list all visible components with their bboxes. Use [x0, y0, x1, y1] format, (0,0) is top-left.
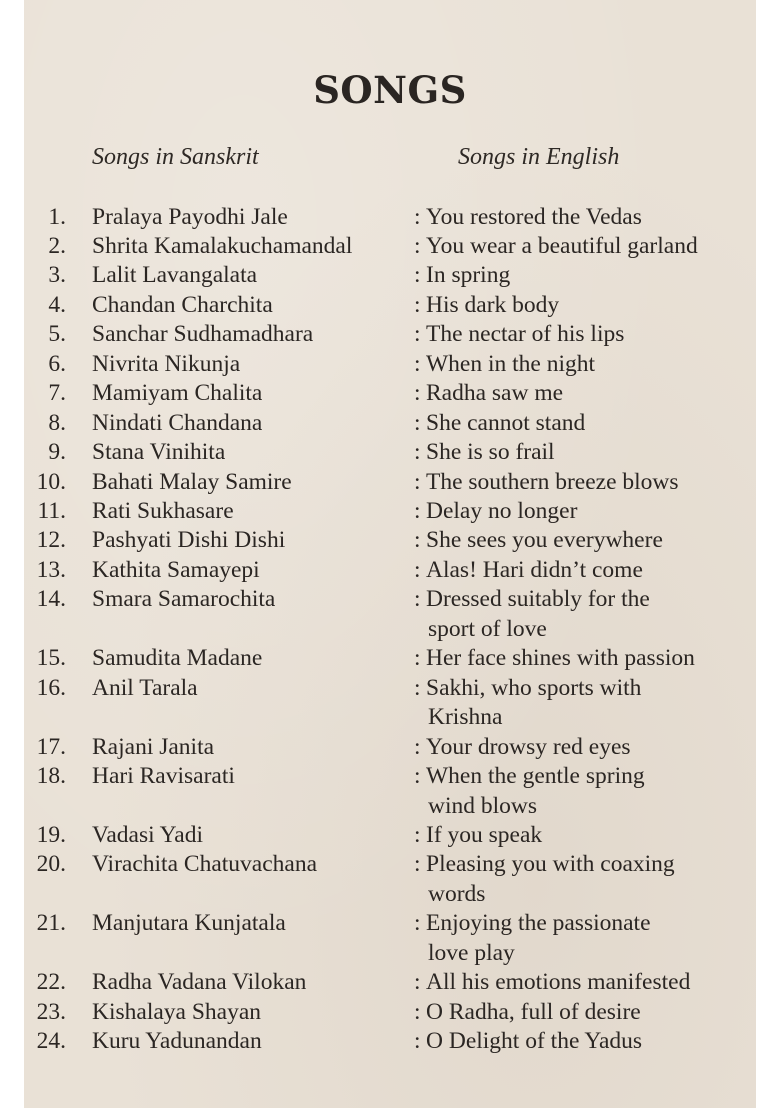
song-row — [24, 497, 756, 526]
song-sanskrit-title: Hari Ravisarati — [92, 763, 235, 790]
separator-colon: : — [414, 851, 421, 878]
song-sanskrit-title: Radha Vadana Vilokan — [92, 969, 307, 996]
separator-colon: : — [414, 439, 421, 466]
english-title-text: She sees you everywhere — [426, 527, 663, 554]
english-title-text: Delay no longer — [426, 498, 578, 524]
english-title-text: The nectar of his lips — [426, 321, 625, 348]
english-column-header: Songs in English — [458, 144, 620, 170]
song-english-title — [414, 320, 624, 349]
song-number: 12. — [36, 527, 66, 554]
song-sanskrit-title: Pashyati Dishi Dishi — [92, 527, 286, 554]
song-english-title — [414, 232, 698, 261]
song-row — [24, 1027, 756, 1056]
separator-colon: : — [414, 291, 421, 318]
separator-colon: : — [414, 674, 421, 701]
song-row — [24, 674, 756, 703]
song-english-title — [414, 585, 650, 614]
song-sanskrit-title: Sanchar Sudhamadhara — [92, 321, 314, 348]
song-number: 19. — [36, 821, 66, 848]
song-english-title — [414, 850, 675, 879]
song-row — [24, 968, 756, 997]
song-sanskrit-title: Bahati Malay Samire — [92, 468, 292, 495]
song-row — [24, 850, 756, 879]
song-number: 16. — [36, 674, 66, 701]
english-title-text: When the gentle spring — [426, 763, 645, 790]
separator-colon: : — [414, 468, 421, 495]
song-sanskrit-title: Mamiyam Chalita — [92, 380, 263, 407]
song-number: 17. — [36, 733, 66, 760]
song-english-title — [414, 350, 595, 379]
separator-colon: : — [414, 763, 421, 790]
english-title-text: Alas! Hari didn’t come — [426, 556, 643, 583]
song-row — [24, 320, 756, 349]
song-english-title — [414, 821, 542, 850]
song-row — [24, 438, 756, 467]
song-row — [24, 585, 756, 614]
song-english-title — [414, 556, 643, 585]
song-sanskrit-title: Chandan Charchita — [92, 291, 273, 318]
song-number: 21. — [36, 910, 66, 937]
song-number: 8. — [48, 409, 66, 436]
song-english-title — [414, 644, 695, 673]
song-row — [24, 762, 756, 791]
song-english-title — [414, 1027, 642, 1056]
english-title-text: In spring — [426, 262, 511, 289]
song-row — [24, 232, 756, 261]
separator-colon: : — [414, 321, 421, 348]
english-title-text: Enjoying the passionate — [426, 910, 651, 937]
song-number: 2. — [48, 232, 66, 259]
english-title-text: Pleasing you with coaxing — [426, 851, 675, 878]
english-title-continuation: Krishna — [428, 704, 503, 731]
song-sanskrit-title: Pralaya Payodhi Jale — [92, 203, 288, 230]
song-row-continuation — [24, 615, 756, 644]
song-number: 5. — [48, 321, 66, 348]
song-number: 1. — [48, 203, 66, 230]
song-row — [24, 526, 756, 555]
song-english-title — [414, 261, 510, 290]
song-number: 20. — [36, 851, 66, 878]
english-title-text: Sakhi, who sports with — [426, 674, 642, 701]
separator-colon: : — [414, 910, 421, 937]
song-row — [24, 821, 756, 850]
song-number: 24. — [36, 1028, 66, 1055]
english-title-text: O Delight of the Yadus — [426, 1028, 643, 1055]
song-row — [24, 998, 756, 1027]
song-english-title — [414, 968, 690, 997]
song-sanskrit-title: Rati Sukhasare — [92, 498, 234, 524]
song-sanskrit-title: Kathita Samayepi — [92, 556, 260, 583]
book-page — [24, 0, 756, 1108]
song-sanskrit-title: Smara Samarochita — [92, 586, 276, 613]
song-english-title — [414, 468, 679, 497]
english-title-text: Dressed suitably for the — [426, 586, 650, 613]
separator-colon: : — [414, 262, 421, 289]
song-number: 18. — [36, 763, 66, 790]
song-sanskrit-title: Nindati Chandana — [92, 409, 263, 436]
song-english-title — [414, 291, 559, 320]
song-number: 14. — [36, 586, 66, 613]
song-row — [24, 350, 756, 379]
song-row — [24, 733, 756, 762]
song-sanskrit-title: Anil Tarala — [92, 674, 198, 701]
english-title-text: The southern breeze blows — [426, 468, 679, 495]
song-english-title — [414, 526, 663, 555]
song-row — [24, 644, 756, 673]
english-title-text: O Radha, full of desire — [426, 998, 641, 1025]
separator-colon: : — [414, 380, 421, 407]
separator-colon: : — [414, 350, 421, 377]
song-row — [24, 261, 756, 290]
song-row — [24, 291, 756, 320]
song-number: 7. — [48, 380, 66, 407]
song-english-title — [414, 674, 641, 703]
song-english-title — [414, 909, 651, 938]
song-sanskrit-title: Manjutara Kunjatala — [92, 910, 286, 937]
english-title-text: Her face shines with passion — [426, 645, 695, 672]
song-number: 9. — [48, 439, 66, 466]
separator-colon: : — [414, 556, 421, 583]
separator-colon: : — [414, 821, 421, 848]
separator-colon: : — [414, 998, 421, 1025]
separator-colon: : — [414, 733, 421, 760]
english-title-text: All his emotions manifested — [426, 969, 691, 996]
song-number: 23. — [36, 998, 66, 1025]
separator-colon: : — [414, 969, 421, 996]
song-english-title — [414, 409, 585, 438]
english-title-continuation: words — [428, 880, 486, 907]
separator-colon: : — [414, 203, 421, 230]
song-number: 3. — [48, 262, 66, 289]
song-row — [24, 556, 756, 585]
separator-colon: : — [414, 586, 421, 613]
separator-colon: : — [414, 1028, 421, 1055]
english-title-text: If you speak — [426, 821, 543, 848]
song-row — [24, 409, 756, 438]
song-english-title — [414, 379, 563, 408]
song-sanskrit-title: Stana Vinihita — [92, 439, 226, 466]
english-title-continuation: love play — [428, 939, 515, 966]
sanskrit-column-header: Songs in Sanskrit — [92, 144, 259, 170]
song-row — [24, 909, 756, 938]
song-number: 22. — [36, 969, 66, 996]
song-number: 11. — [37, 498, 66, 524]
song-english-title — [414, 497, 577, 526]
song-number: 6. — [48, 350, 66, 377]
english-title-text: You restored the Vedas — [426, 203, 642, 230]
english-title-text: Radha saw me — [426, 380, 564, 407]
song-sanskrit-title: Rajani Janita — [92, 733, 215, 760]
song-english-title — [414, 438, 555, 467]
separator-colon: : — [414, 232, 421, 259]
separator-colon: : — [414, 645, 421, 672]
song-number: 13. — [36, 556, 66, 583]
song-number: 4. — [48, 291, 66, 318]
song-row-continuation — [24, 703, 756, 732]
english-title-text: His dark body — [426, 291, 560, 318]
english-title-text: Your drowsy red eyes — [426, 733, 631, 760]
separator-colon: : — [414, 498, 421, 524]
separator-colon: : — [414, 527, 421, 554]
english-title-text: You wear a beautiful garland — [426, 232, 698, 259]
song-sanskrit-title: Samudita Madane — [92, 645, 263, 672]
song-english-title — [414, 203, 642, 232]
english-title-text: She cannot stand — [426, 409, 586, 436]
song-english-title — [414, 762, 645, 791]
song-english-title — [414, 733, 631, 762]
separator-colon: : — [414, 409, 421, 436]
english-title-continuation: sport of love — [428, 615, 547, 642]
english-title-text: She is so frail — [426, 439, 555, 466]
song-sanskrit-title: Kishalaya Shayan — [92, 998, 262, 1025]
song-sanskrit-title: Kuru Yadunandan — [92, 1028, 262, 1055]
english-title-text: When in the night — [426, 350, 596, 377]
song-number: 15. — [36, 645, 66, 672]
song-row-continuation — [24, 792, 756, 821]
page-title: SONGS — [313, 68, 467, 112]
song-row-continuation — [24, 939, 756, 968]
song-number: 10. — [36, 468, 66, 495]
song-english-title — [414, 998, 641, 1027]
english-title-continuation: wind blows — [428, 792, 538, 819]
song-row-continuation — [24, 880, 756, 909]
song-sanskrit-title: Shrita Kamalakuchamandal — [92, 232, 353, 259]
song-row — [24, 379, 756, 408]
song-row — [24, 468, 756, 497]
song-sanskrit-title: Nivrita Nikunja — [92, 350, 241, 377]
song-sanskrit-title: Virachita Chatuvachana — [92, 851, 317, 878]
song-row — [24, 203, 756, 232]
song-sanskrit-title: Vadasi Yadi — [92, 821, 203, 848]
song-sanskrit-title: Lalit Lavangalata — [92, 262, 258, 289]
